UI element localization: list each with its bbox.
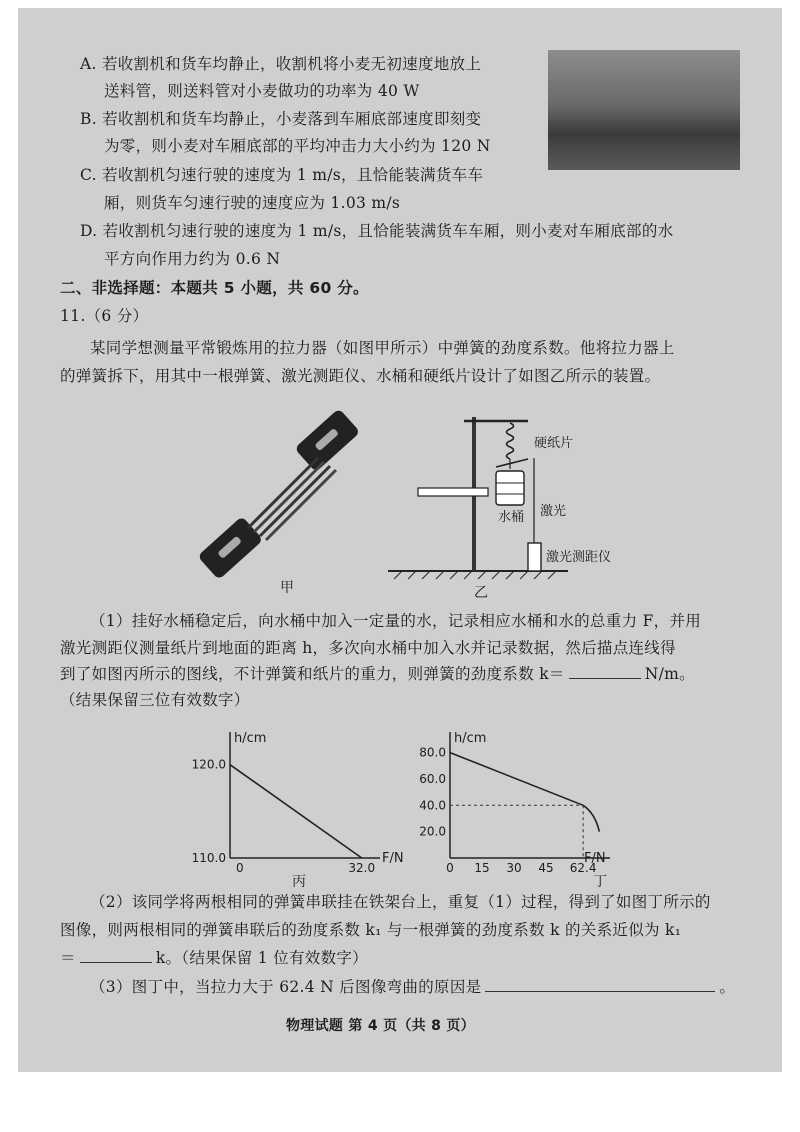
caption-bing: 丙	[292, 874, 306, 890]
chart-ding-ytick: 20.0	[419, 824, 446, 839]
option-c-line1: C. 若收割机匀速行驶的速度为 1 m/s，且恰能装满货车车	[80, 166, 484, 184]
answer-blank-k1[interactable]	[80, 948, 152, 963]
option-b-line1: B. 若收割机和货车均静止，小麦落到车厢底部速度即刻变	[80, 110, 482, 128]
clamp-table	[418, 488, 488, 496]
harvester-photo	[548, 50, 740, 170]
chart-ding-ytick: 60.0	[419, 771, 446, 786]
chart-ding-xtick: 62.4	[569, 861, 597, 875]
option-d-line1: D. 若收割机匀速行驶的速度为 1 m/s，且恰能装满货车车厢，则小麦对车厢底部的水	[80, 222, 674, 240]
chart-bing-ylabel: h/cm	[234, 731, 267, 746]
part2-line3	[60, 948, 368, 968]
part1-line3	[60, 664, 695, 684]
laser-device	[528, 543, 541, 571]
label-cardboard: 硬纸片	[534, 436, 574, 451]
figure-jia	[188, 416, 368, 596]
caption-jia: 甲	[280, 580, 294, 596]
label-laser: 激光	[540, 504, 567, 519]
chart-bing	[168, 718, 404, 890]
part3-end: 。	[719, 978, 736, 996]
chart-ding	[398, 718, 628, 888]
part3-line	[90, 977, 735, 997]
option-b-line2: 为零，则小麦对车厢底部的平均冲击力大小约为 120 N	[104, 137, 491, 155]
chart-ding-xtick: 0	[446, 861, 454, 875]
question-number: 11.（6 分）	[60, 307, 149, 325]
figure-yi	[388, 403, 678, 603]
section-title: 二、非选择题：本题共 5 小题，共 60 分。	[60, 279, 369, 297]
spring	[507, 423, 514, 459]
spring-exerciser	[197, 408, 360, 580]
part1-line4: （结果保留三位有效数字）	[60, 691, 250, 709]
part3-text: （3）图丁中，当拉力大于 62.4 N 后图像弯曲的原因是	[90, 978, 482, 996]
chart-ding-xtick: 30	[506, 861, 522, 875]
caption-ding: 丁	[593, 874, 608, 890]
chart-bing-ytick: 110.0	[191, 851, 226, 865]
part1-line2: 激光测距仪测量纸片到地面的距离 h，多次向水桶中加入水并记录数据，然后描点连线得	[60, 639, 676, 657]
answer-blank-k[interactable]	[569, 664, 641, 679]
chart-bing-xtick: 32.0	[348, 861, 376, 875]
part1-line3-text: 到了如图丙所示的图线，不计弹簧和纸片的重力，则弹簧的劲度系数 k＝	[60, 665, 565, 683]
part1-line1: （1）挂好水桶稳定后，向水桶中加入一定量的水，记录相应水桶和水的总重力 F，并用	[90, 612, 702, 630]
chart-ding-ytick: 40.0	[419, 798, 446, 813]
part2-line3-eq: ＝	[60, 949, 76, 967]
chart-ding-xlabel: F/N	[584, 851, 606, 866]
chart-ding-ylabel: h/cm	[454, 731, 487, 746]
cardboard-piece	[496, 459, 528, 467]
label-bucket: 水桶	[498, 510, 525, 525]
chart-bing-xlabel: F/N	[382, 851, 404, 866]
intro-line2: 的弹簧拆下，用其中一根弹簧、激光测距仪、水桶和硬纸片设计了如图乙所示的装置。	[60, 367, 661, 385]
part2-line1: （2）该同学将两根相同的弹簧串联挂在铁架台上，重复（1）过程，得到了如图丁所示的	[90, 893, 711, 911]
page-footer: 物理试题 第 4 页（共 8 页）	[286, 1018, 475, 1034]
chart-bing-xtick: 0	[236, 861, 244, 875]
chart-ding-ytick: 80.0	[419, 745, 446, 760]
part2-line3-text: k。（结果保留 1 位有效数字）	[155, 949, 368, 967]
ground-hatching	[394, 571, 556, 579]
option-a-line2: 送料管，则送料管对小麦做功的功率为 40 W	[104, 82, 420, 100]
intro-line1: 某同学想测量平常锻炼用的拉力器（如图甲所示）中弹簧的劲度系数。他将拉力器上	[90, 339, 675, 357]
caption-yi: 乙	[474, 585, 488, 601]
chart-ding-line	[450, 753, 599, 832]
chart-bing-line	[230, 765, 362, 858]
part1-line3-unit: N/m。	[644, 665, 695, 683]
label-laser-device: 激光测距仪	[546, 550, 612, 565]
option-a-line1: A. 若收割机和货车均静止，收割机将小麦无初速度地放上	[80, 55, 482, 73]
answer-blank-reason[interactable]	[485, 977, 715, 992]
chart-ding-xtick: 45	[538, 861, 554, 875]
chart-ding-xtick: 15	[474, 861, 490, 875]
exam-page	[18, 8, 782, 1072]
option-c-line2: 厢，则货车匀速行驶的速度应为 1.03 m/s	[104, 194, 401, 212]
chart-bing-ytick: 120.0	[191, 757, 226, 772]
option-d-line2: 平方向作用力约为 0.6 N	[104, 250, 281, 268]
water-bucket	[496, 471, 524, 505]
part2-line2: 图像，则两根相同的弹簧串联后的劲度系数 k₁ 与一根弹簧的劲度系数 k 的关系近似为 k₁	[60, 921, 682, 939]
